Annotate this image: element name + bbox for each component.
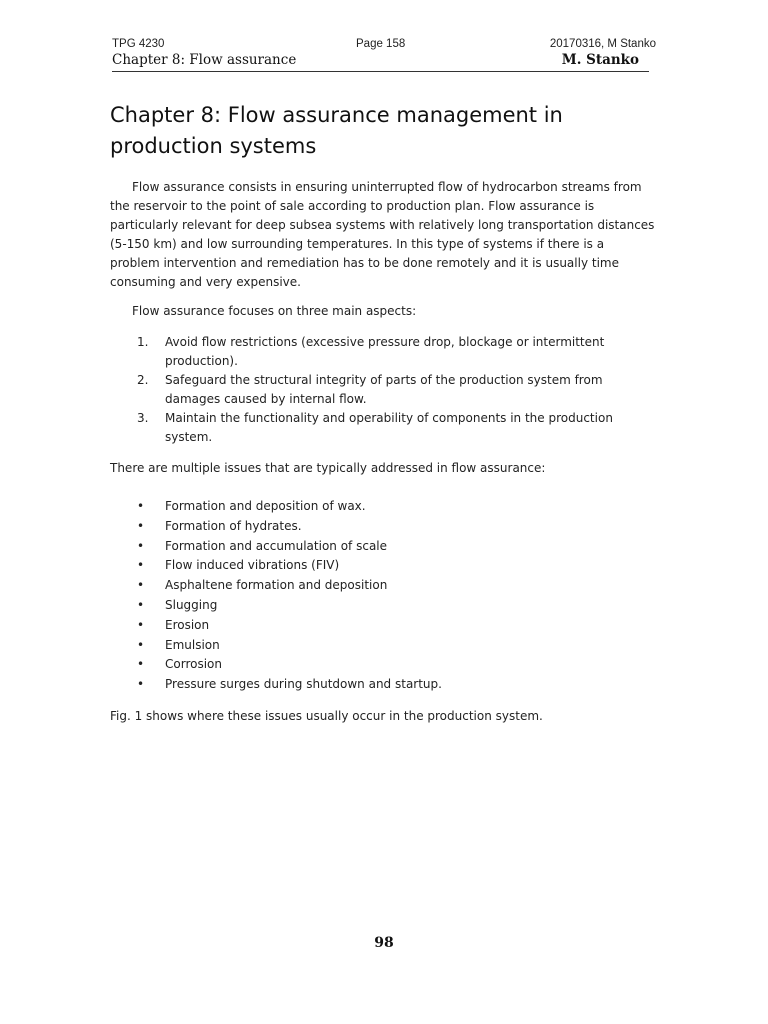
list-item-text: Formation of hydrates. <box>165 518 302 533</box>
bullet-icon: • <box>137 657 145 672</box>
running-header-chapter: Chapter 8: Flow assurance <box>112 52 297 68</box>
list-item-text: Corrosion <box>165 657 222 672</box>
list-item-text: Slugging <box>165 597 218 612</box>
list-item-text: Asphaltene formation and deposition <box>165 578 388 593</box>
aspects-list <box>110 333 656 447</box>
list-item-text: Maintain the functionality and operability of components in the production system. <box>165 411 613 444</box>
intro-paragraph: Flow assurance consists in ensuring uninterrupted flow of hydrocarbon streams from the reservoir to the point of sale according to production plan. Flow assurance is particularly relevant for deep subsea systems with relatively long transportation distances (5-150 km) and low surrounding temperatures. In this type of systems if there is a problem intervention and remediation has to be done remotely and it is usually time consuming and very expensive. <box>110 180 655 289</box>
bullet-icon: • <box>137 538 145 553</box>
running-header-author: M. Stanko <box>561 52 639 68</box>
bullet-icon: • <box>137 597 145 612</box>
list-item-text: Flow induced vibrations (FIV) <box>165 558 340 573</box>
list-item <box>110 636 656 656</box>
list-item-text: Erosion <box>165 617 210 632</box>
list-item <box>110 409 656 447</box>
list-item-number: 1. <box>137 335 149 349</box>
source-page-label: Page 158 <box>356 38 406 50</box>
list-item <box>110 596 656 616</box>
list-item-text: Pressure surges during shutdown and startup. <box>165 677 442 692</box>
chapter-title: Chapter 8: Flow assurance management in production systems <box>110 103 563 158</box>
course-code: TPG 4230 <box>112 38 165 50</box>
figure-reference-paragraph: Fig. 1 shows where these issues usually occur in the production system. <box>110 708 543 723</box>
bullet-icon: • <box>137 677 145 692</box>
list-item <box>110 333 656 371</box>
issues-list <box>110 497 656 695</box>
list-item-text: Avoid flow restrictions (excessive pressure drop, blockage or intermittent production). <box>165 335 605 368</box>
list-item-text: Formation and accumulation of scale <box>165 538 388 553</box>
bullet-icon: • <box>137 518 145 533</box>
list-item <box>110 576 656 596</box>
bullet-icon: • <box>137 499 145 513</box>
list-item <box>110 537 656 557</box>
main-content <box>110 100 656 726</box>
list-item-number: 3. <box>137 411 149 425</box>
list-item <box>110 675 656 695</box>
list-item <box>110 556 656 576</box>
running-header <box>112 52 649 72</box>
issues-intro-paragraph: There are multiple issues that are typically addressed in flow assurance: <box>110 461 546 475</box>
list-item-text: Emulsion <box>165 637 220 652</box>
bullet-icon: • <box>137 637 145 652</box>
list-item-text: Formation and deposition of wax. <box>165 499 366 513</box>
bullet-icon: • <box>137 558 145 573</box>
list-item <box>110 497 656 517</box>
list-item <box>110 655 656 675</box>
list-item-number: 2. <box>137 373 149 387</box>
bullet-icon: • <box>137 578 145 593</box>
aspects-intro-paragraph: Flow assurance focuses on three main aspects: <box>132 304 417 318</box>
list-item <box>110 616 656 636</box>
date-author-label: 20170316, M Stanko <box>549 38 656 50</box>
page-number: 98 <box>374 935 394 951</box>
list-item-text: Safeguard the structural integrity of parts of the production system from damages caused by internal flow. <box>165 373 603 406</box>
bullet-icon: • <box>137 617 145 632</box>
list-item <box>110 371 656 409</box>
list-item <box>110 517 656 537</box>
